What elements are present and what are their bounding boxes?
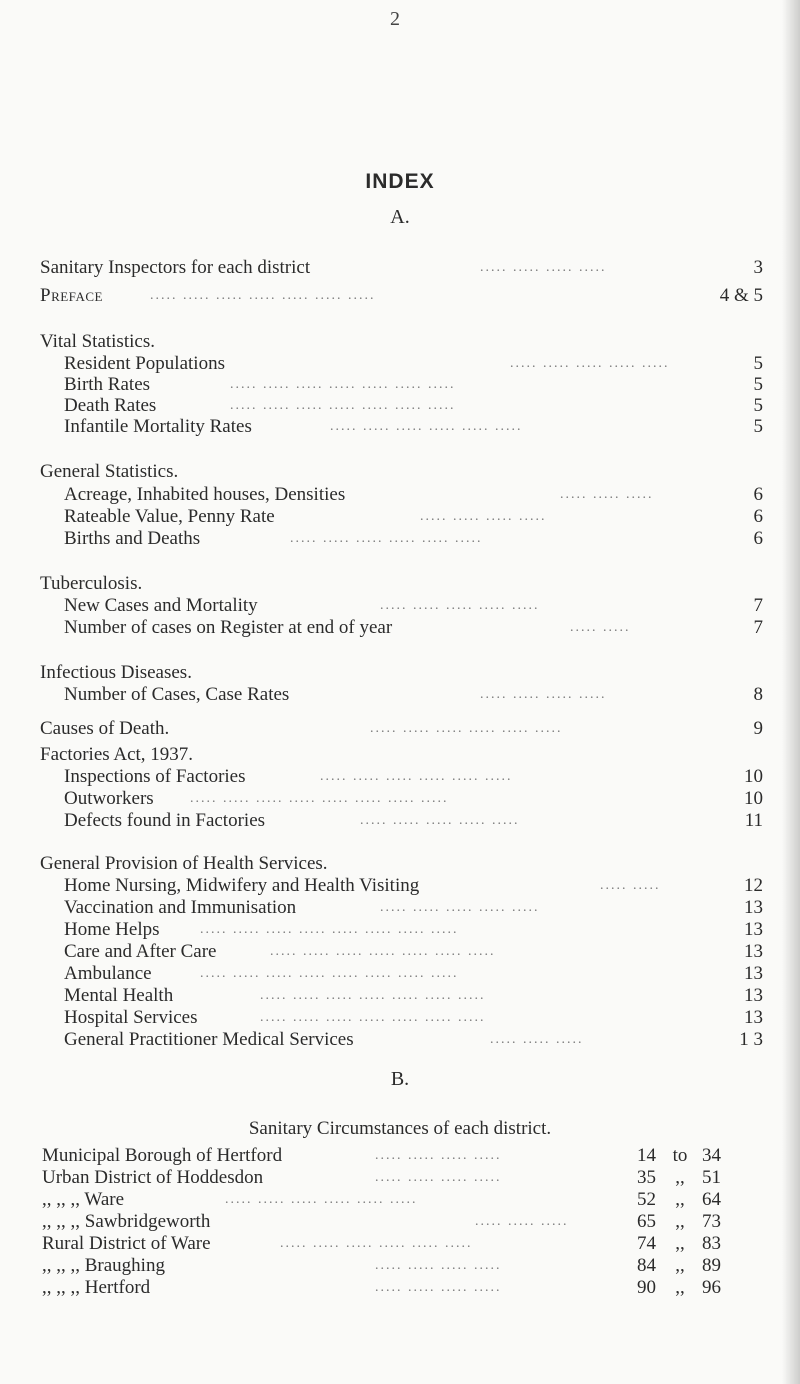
- entry-label: Hospital Services: [64, 1007, 198, 1028]
- range-separator: ,,: [675, 1255, 685, 1276]
- index-entry: [0, 256, 800, 280]
- page-to: 34: [702, 1145, 721, 1166]
- index-entry: [0, 284, 800, 308]
- dot-leader: ..... ..... ..... ..... .....: [380, 900, 540, 915]
- range-separator: ,,: [675, 1277, 685, 1298]
- entry-page: 13: [744, 985, 763, 1006]
- page-from: 65: [637, 1211, 656, 1232]
- dot-leader: ..... ..... ..... ..... .....: [360, 813, 520, 828]
- district-row: [0, 1276, 800, 1300]
- dot-leader: ..... ..... ..... ..... ..... ..... .....: [230, 377, 456, 392]
- dot-leader: ..... ..... .....: [475, 1214, 569, 1229]
- entry-label: Vaccination and Immunisation: [64, 897, 297, 918]
- entry-page: 10: [744, 766, 763, 787]
- index-entry: [0, 594, 800, 618]
- entry-label: Birth Rates: [64, 374, 151, 395]
- dot-leader: ..... ..... ..... ..... ..... .....: [320, 769, 513, 784]
- page-to: 83: [702, 1233, 721, 1254]
- district-label: Municipal Borough of Hertford: [42, 1145, 283, 1166]
- group-heading: Tuberculosis.: [40, 573, 143, 594]
- entry-page: 13: [744, 941, 763, 962]
- entry-page: 9: [753, 718, 763, 739]
- dot-leader: ..... ..... ..... ..... .....: [510, 356, 670, 371]
- group-heading: Factories Act, 1937.: [40, 744, 194, 765]
- index-entry: [0, 717, 800, 741]
- dot-leader: ..... ..... ..... .....: [480, 687, 607, 702]
- range-separator: ,,: [675, 1189, 685, 1210]
- district-label: ,, ,, ,, Hertford: [42, 1277, 151, 1298]
- district-label: Rural District of Ware: [42, 1233, 211, 1254]
- entry-label: Home Nursing, Midwifery and Health Visiting: [64, 875, 420, 896]
- entry-page: 7: [753, 617, 763, 638]
- district-row: [0, 1254, 800, 1278]
- dot-leader: ..... ..... ..... .....: [480, 260, 607, 275]
- page-to: 96: [702, 1277, 721, 1298]
- entry-label: General Practitioner Medical Services: [64, 1029, 354, 1050]
- entry-label: Care and After Care: [64, 941, 217, 962]
- dot-leader: ..... ..... ..... ..... ..... .....: [280, 1236, 473, 1251]
- entry-label: Ambulance: [64, 963, 152, 984]
- dot-leader: ..... ..... ..... ..... ..... .....: [330, 419, 523, 434]
- range-separator: ,,: [675, 1167, 685, 1188]
- index-entry: [0, 505, 800, 529]
- index-entry: [0, 940, 800, 964]
- entry-label: Causes of Death.: [40, 718, 170, 739]
- page-from: 74: [637, 1233, 656, 1254]
- district-row: [0, 1166, 800, 1190]
- dot-leader: ..... ..... ..... ..... ..... ..... ..... .....: [200, 966, 459, 981]
- entry-label: Number of cases on Register at end of year: [64, 617, 393, 638]
- dot-leader: ..... ..... ..... .....: [375, 1148, 502, 1163]
- page-edge-shadow: [782, 0, 800, 1384]
- district-label: ,, ,, ,, Braughing: [42, 1255, 165, 1276]
- entry-label: Number of Cases, Case Rates: [64, 684, 290, 705]
- district-row: [0, 1188, 800, 1212]
- index-entry: [0, 765, 800, 789]
- index-entry: [0, 918, 800, 942]
- entry-page: 6: [753, 528, 763, 549]
- index-entry: [0, 1028, 800, 1052]
- entry-label: Inspections of Factories: [64, 766, 246, 787]
- index-entry: [0, 1006, 800, 1030]
- entry-page: 10: [744, 788, 763, 809]
- entry-label: Acreage, Inhabited houses, Densities: [64, 484, 346, 505]
- page-from: 35: [637, 1167, 656, 1188]
- district-row: [0, 1144, 800, 1168]
- index-entry: [0, 787, 800, 811]
- page-number: 2: [390, 8, 400, 30]
- entry-label: Death Rates: [64, 395, 157, 416]
- dot-leader: ..... .....: [600, 878, 661, 893]
- district-label: ,, ,, ,, Ware: [42, 1189, 125, 1210]
- dot-leader: ..... ..... ..... ..... ..... ..... ..... .....: [190, 791, 449, 806]
- page-from: 14: [637, 1145, 656, 1166]
- index-entry: [0, 809, 800, 833]
- page-from: 90: [637, 1277, 656, 1298]
- page-from: 84: [637, 1255, 656, 1276]
- entry-page: 1 3: [739, 1029, 763, 1050]
- entry-page: 13: [744, 963, 763, 984]
- dot-leader: ..... ..... ..... ..... ..... .....: [370, 721, 563, 736]
- entry-page: 5: [753, 395, 763, 416]
- dot-leader: ..... ..... ..... ..... ..... ..... .....: [260, 1010, 486, 1025]
- entry-page: 13: [744, 1007, 763, 1028]
- entry-label: New Cases and Mortality: [64, 595, 258, 616]
- page-to: 64: [702, 1189, 721, 1210]
- index-entry: [0, 415, 800, 439]
- index-entry: [0, 874, 800, 898]
- dot-leader: ..... ..... ..... .....: [420, 509, 547, 524]
- section-b-letter: B.: [390, 1068, 410, 1090]
- entry-page: 3: [753, 257, 763, 278]
- dot-leader: ..... ..... ..... ..... ..... ..... .....: [230, 398, 456, 413]
- entry-page: 4 & 5: [719, 285, 763, 306]
- district-row: [0, 1210, 800, 1234]
- entry-page: 13: [744, 919, 763, 940]
- dot-leader: ..... ..... ..... ..... ..... .....: [225, 1192, 418, 1207]
- range-separator: to: [672, 1145, 688, 1166]
- district-row: [0, 1232, 800, 1256]
- dot-leader: ..... ..... .....: [490, 1032, 584, 1047]
- entry-page: 13: [744, 897, 763, 918]
- page-to: 51: [702, 1167, 721, 1188]
- section-a-letter: A.: [390, 206, 410, 228]
- entry-page: 5: [753, 374, 763, 395]
- entry-label: Mental Health: [64, 985, 174, 1006]
- entry-page: 12: [744, 875, 763, 896]
- index-entry: [0, 962, 800, 986]
- entry-label: Sanitary Inspectors for each district: [40, 257, 311, 278]
- dot-leader: ..... ..... ..... .....: [375, 1170, 502, 1185]
- dot-leader: ..... ..... .....: [560, 487, 654, 502]
- dot-leader: ..... ..... ..... .....: [375, 1280, 502, 1295]
- range-separator: ,,: [675, 1233, 685, 1254]
- index-entry: [0, 483, 800, 507]
- dot-leader: ..... ..... ..... ..... ..... ..... .....: [150, 288, 376, 303]
- page-from: 52: [637, 1189, 656, 1210]
- page-to: 89: [702, 1255, 721, 1276]
- entry-page: 11: [744, 810, 763, 831]
- entry-page: 6: [753, 484, 763, 505]
- index-entry: [0, 984, 800, 1008]
- entry-label: Rateable Value, Penny Rate: [64, 506, 275, 527]
- dot-leader: ..... ..... ..... ..... ..... .....: [290, 531, 483, 546]
- entry-page: 8: [753, 684, 763, 705]
- group-heading: General Provision of Health Services.: [40, 853, 328, 874]
- index-entry: [0, 896, 800, 920]
- entry-label: Defects found in Factories: [64, 810, 266, 831]
- index-title: INDEX: [365, 170, 435, 193]
- entry-page: 6: [753, 506, 763, 527]
- dot-leader: ..... ..... ..... .....: [375, 1258, 502, 1273]
- range-separator: ,,: [675, 1211, 685, 1232]
- index-entry: [0, 527, 800, 551]
- page-to: 73: [702, 1211, 721, 1232]
- entry-label: Births and Deaths: [64, 528, 201, 549]
- entry-label: Infantile Mortality Rates: [64, 416, 252, 437]
- entry-label: Resident Populations: [64, 353, 225, 374]
- dot-leader: ..... ..... ..... ..... .....: [380, 598, 540, 613]
- dot-leader: ..... ..... ..... ..... ..... ..... .....: [270, 944, 496, 959]
- dot-leader: ..... .....: [570, 620, 631, 635]
- entry-page: 5: [753, 416, 763, 437]
- dot-leader: ..... ..... ..... ..... ..... ..... ..... .....: [200, 922, 459, 937]
- group-heading: Vital Statistics.: [40, 331, 155, 352]
- group-heading: Infectious Diseases.: [40, 662, 192, 683]
- entry-label: Preface: [40, 285, 103, 306]
- dot-leader: ..... ..... ..... ..... ..... ..... .....: [260, 988, 486, 1003]
- group-heading: General Statistics.: [40, 461, 179, 482]
- entry-page: 7: [753, 595, 763, 616]
- entry-page: 5: [753, 353, 763, 374]
- section-b-title: Sanitary Circumstances of each district.: [248, 1118, 552, 1139]
- index-entry: [0, 683, 800, 707]
- index-entry: [0, 616, 800, 640]
- entry-label: Home Helps: [64, 919, 160, 940]
- district-label: Urban District of Hoddesdon: [42, 1167, 264, 1188]
- district-label: ,, ,, ,, Sawbridgeworth: [42, 1211, 211, 1232]
- entry-label: Outworkers: [64, 788, 154, 809]
